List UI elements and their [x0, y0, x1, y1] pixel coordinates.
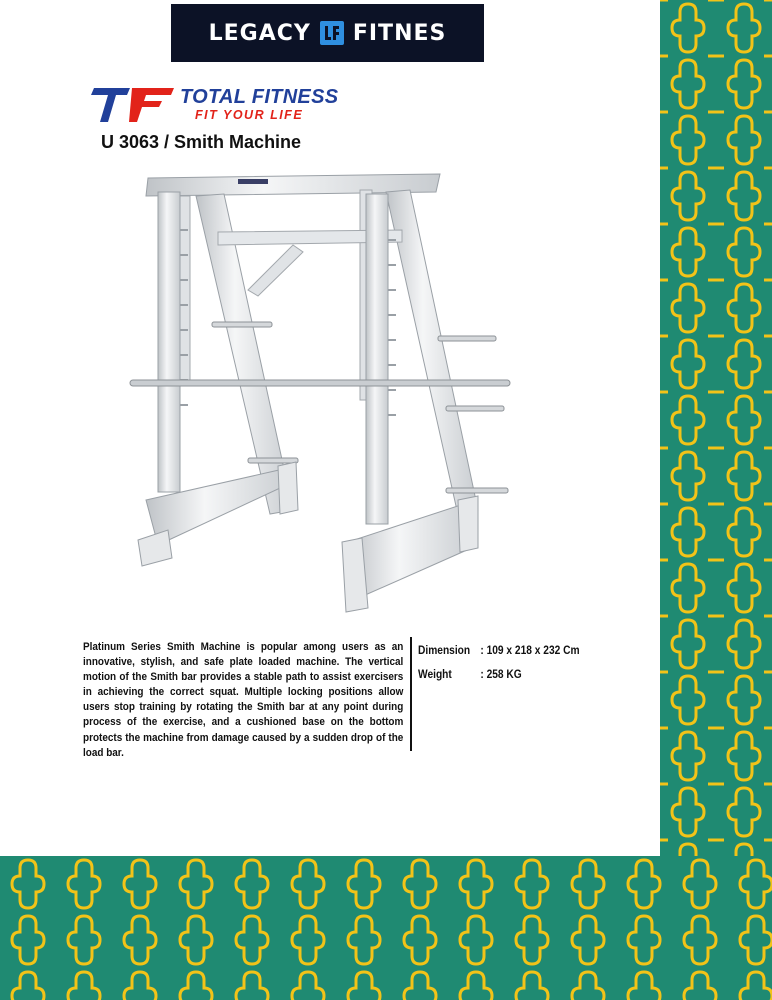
- decorative-pattern-bottom: [0, 856, 772, 1000]
- total-fitness-brand: TOTAL FITNESS: [180, 86, 339, 108]
- product-title: U 3063 / Smith Machine: [101, 132, 302, 152]
- spec-dimension: [418, 643, 580, 657]
- legacy-logo-left-text: LEGACY: [208, 20, 311, 46]
- spec-divider: [410, 637, 412, 751]
- spec-weight-label: Weight: [418, 667, 452, 681]
- spec-weight-value: : 258 KG: [480, 667, 522, 681]
- spec-dimension-label: Dimension: [418, 643, 471, 657]
- legacy-lf-mark-icon: [319, 20, 345, 46]
- legacy-logo-right-text: FITNES: [352, 20, 447, 46]
- spec-dimension-value: : 109 x 218 x 232 Cm: [480, 643, 580, 657]
- decorative-pattern-right: [660, 0, 772, 1000]
- legacy-fitness-logo: [171, 4, 484, 62]
- brand-tagline: FIT YOUR LIFE: [195, 108, 304, 122]
- product-description: Platinum Series Smith Machine is popular among users as an innovative, stylish, and safe plate loaded machine. The vertical motion of the Smith bar provides a stable path to assist exercisers in achieving the correct squat. Multiple locking positions allow users stop training by rotating the Smith bar at any point during process of the exercise, and a cushioned base on the bottom protects the machine from damage caused by a sudden drop of the load bar.: [83, 641, 404, 759]
- smith-machine-image: [128, 170, 528, 615]
- spec-weight: [418, 667, 522, 681]
